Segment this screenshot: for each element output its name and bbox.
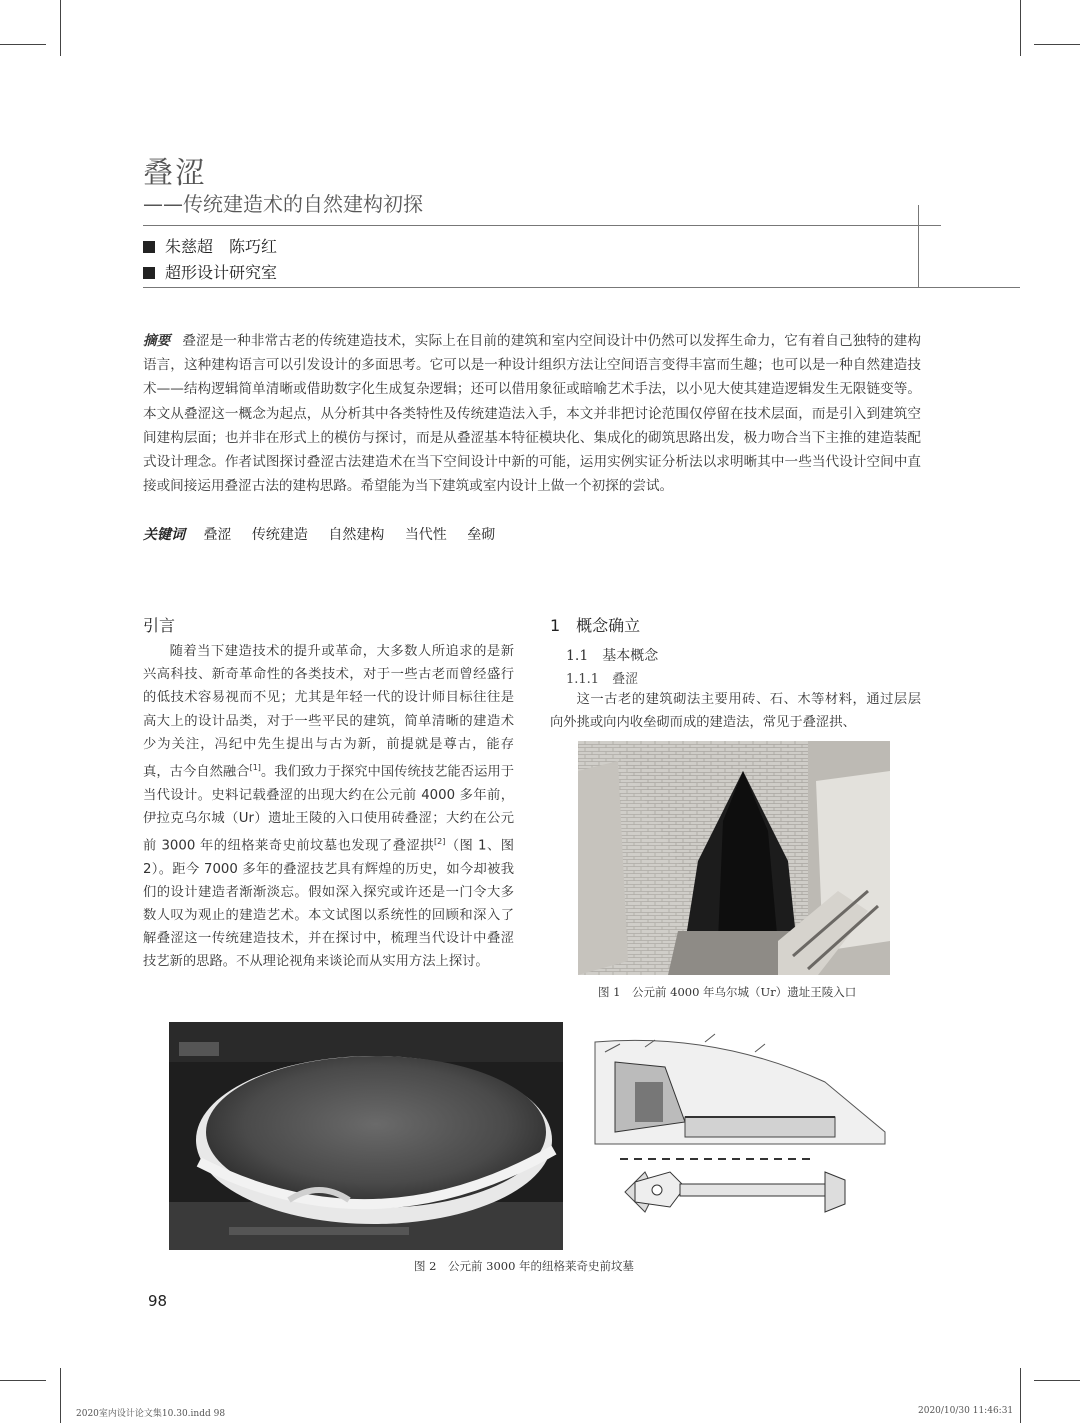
affiliation: 超形设计研究室 [165,263,278,282]
section-1-heading: 1 概念确立 [550,616,641,635]
keywords-label: 关键词 [143,527,185,543]
section-1-1-1-heading: 1.1.1 叠涩 [566,672,639,687]
crop-mark [60,1368,61,1423]
square-bullet-icon [143,241,155,253]
citation-1: [1] [249,763,261,773]
crop-mark [1034,44,1080,45]
section-1-body: 这一古老的建筑砌法主要用砖、石、木等材料，通过层层向外挑或向内收垒砌而成的建造法，常见于叠涩拱、 [550,692,921,730]
intro-paragraph [143,640,514,974]
keywords [143,524,511,544]
page-number: 98 [148,1292,168,1310]
header-rule [143,287,1020,288]
intro-text: （图 1、图 2）。距今 7000 多年的叠涩技艺具有辉煌的历史，如今却被我们的设计建造者渐渐淡忘。假如深入探究或许还是一门令大多数人叹为观止的建造艺术。本文试图以系统性的回顾和深入了解叠涩这一传统建造技术，并在探讨中，梳理当代设计中叠涩技艺新的思路。不从理论视角来谈论而从实用方法上探讨。 [143,838,515,970]
keyword: 当代性 [404,527,447,543]
section-1-1-heading: 1.1 基本概念 [566,648,659,664]
keyword: 叠涩 [203,527,232,543]
figure-1-photo [578,741,890,975]
citation-2: [2] [433,837,446,847]
header-rule-vertical [918,205,919,288]
article-subtitle: ——传统建造术的自然建构初探 [143,192,423,216]
header-rule [143,225,941,226]
footer-file-info: 2020室内设计论文集10.30.indd 98 [76,1409,226,1419]
author-line [143,234,277,257]
figure-2-drawing [575,1022,893,1250]
crop-mark [0,1380,46,1381]
square-bullet-icon [143,267,155,279]
keyword: 自然建构 [328,527,385,543]
intro-text: 随着当下建造技术的提升或革命，大多数人所追求的是新兴高科技、新奇革命性的各类技术，对于一些古老而曾经盛行的低技术容易视而不见；尤其是年轻一代的设计师目标往往是高大上的设计品类，对于一些平民的建筑，简单清晰的建造术少为关注，冯纪中先生提出与古为新，前提就是尊古，能存真，古今自然融合 [143,644,514,780]
crop-mark [1020,0,1021,56]
article-title: 叠涩 [143,156,207,191]
intro-heading: 引言 [143,616,176,635]
crop-mark [1034,1380,1080,1381]
crop-mark [0,44,46,45]
figure-2-aerial-photo [169,1022,563,1250]
intro-text: 。我们致力于探究中国传统技艺能否运用于当代设计。史料记载叠涩的出现大约在公元前 4000 多年前，伊拉克乌尔城（Ur）遗址王陵的入口使用砖叠涩；大约在公元前 3000 年的纽格莱奇史前坟墓也发现了叠涩拱 [143,764,515,854]
abstract [143,329,921,498]
crop-mark [60,0,61,56]
authors: 朱慈超 陈巧红 [165,237,278,256]
figure-1-caption: 图 1 公元前 4000 年乌尔城（Ur）遗址王陵入口 [598,985,857,999]
keyword: 传统建造 [251,527,308,543]
footer-timestamp: 2020/10/30 11:46:31 [918,1406,1014,1416]
affiliation-line [143,260,277,283]
abstract-text: 叠涩是一种非常古老的传统建造技术，实际上在目前的建筑和室内空间设计中仍然可以发挥生命力，它有着自己独特的建构语言，这种建构语言可以引发设计的多面思考。它可以是一种设计组织方法让空间语言变得丰富而生趣；也可以是一种自然建造技术——结构逻辑简单清晰或借助数字化生成复杂逻辑；还可以借用象征或暗喻艺术手法，以小见大使其建造逻辑发生无限链变等。本文从叠涩这一概念为起点，从分析其中各类特性及传统建造法入手，本文并非把讨论范围仅停留在技术层面，而是引入到建筑空间建构层面；也并非在形式上的模仿与探讨，而是从叠涩基本特征模块化、集成化的砌筑思路出发，极力吻合当下主推的建造装配式设计理念。作者试图探讨叠涩古法建造术在当下空间设计中新的可能，运用实例实证分析法以求明晰其中一些当代设计空间中直接或间接运用叠涩古法的建构思路。希望能为当下建筑或室内设计上做一个初探的尝试。 [143,333,922,495]
figure-2-caption: 图 2 公元前 3000 年的纽格莱奇史前坟墓 [414,1259,635,1273]
keyword: 垒砌 [467,527,496,543]
abstract-label: 摘要 [143,333,171,349]
crop-mark [1020,1368,1021,1423]
